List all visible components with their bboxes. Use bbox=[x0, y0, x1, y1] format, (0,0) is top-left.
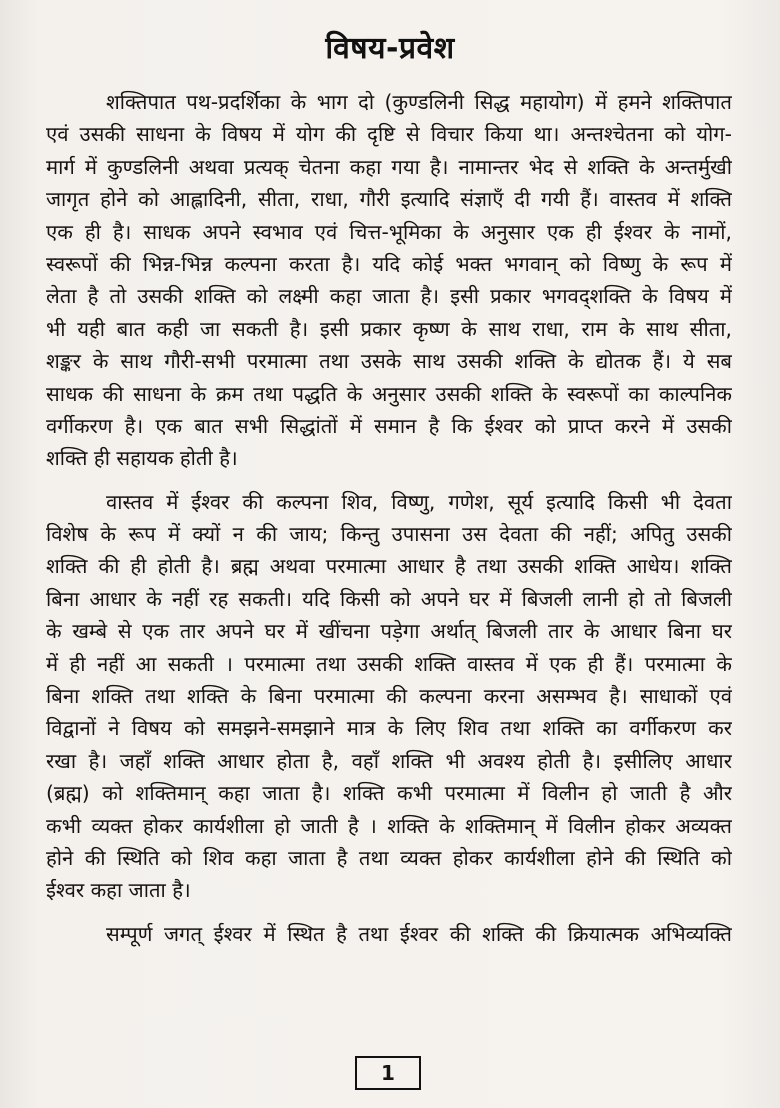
text-line: भी यही बात कही जा सकती है। इसी प्रकार कृष्ण के साथ राधा, राम के साथ सीता, bbox=[46, 316, 732, 341]
text-line: शक्ति ही सहायक होती है। bbox=[46, 446, 238, 471]
text-line: एवं उसकी साधना के विषय में योग की दृष्टि से विचार किया था। अन्तश्चेतना को योग- bbox=[46, 122, 732, 147]
text-line: ईश्वर कहा जाता है। bbox=[46, 878, 191, 903]
text-line: के खम्बे से एक तार अपने घर में खींचना पड़ेगा अर्थात् बिजली तार के आधार बिना घर bbox=[46, 619, 732, 644]
text-line: शक्तिपात पथ-प्रदर्शिका के भाग दो (कुण्डलिनी सिद्ध महायोग) में हमने शक्तिपात bbox=[106, 90, 732, 114]
text-line: रखा है। जहाँ शक्ति आधार होता है, वहाँ शक्ति भी अवश्य होती है। इसीलिए आधार bbox=[46, 748, 732, 773]
paragraph-3 bbox=[46, 918, 732, 950]
paragraph-2 bbox=[46, 486, 732, 907]
text-line: साधक की साधना के क्रम तथा पद्धति के अनुसार उसकी शक्ति के स्वरूपों का काल्पनिक bbox=[46, 381, 732, 406]
text-line: शङ्कर के साथ गौरी-सभी परमात्मा तथा उसके साथ उसकी शक्ति के द्योतक हैं। ये सब bbox=[46, 349, 732, 374]
text-line: स्वरूपों की भिन्न-भिन्न कल्पना करता है। यदि कोई भक्त भगवान् को विष्णु के रूप में bbox=[46, 251, 732, 276]
text-line: विद्वानों ने विषय को समझने-समझाने मात्र के लिए शिव तथा शक्ति का वर्गीकरण कर bbox=[46, 716, 732, 741]
text-line: वर्गीकरण है। एक बात सभी सिद्धांतों में समान है कि ईश्वर को प्राप्त करने में उसकी bbox=[46, 413, 732, 438]
body-text bbox=[46, 86, 732, 950]
page-number: 1 bbox=[355, 1056, 421, 1090]
page-title: विषय-प्रवेश bbox=[325, 31, 455, 66]
text-line: बिना आधार के नहीं रह सकती। यदि किसी को अपने घर में बिजली लानी हो तो बिजली bbox=[46, 586, 732, 611]
text-line: सम्पूर्ण जगत् ईश्वर में स्थित है तथा ईश्वर की शक्ति की क्रियात्मक अभिव्यक्ति bbox=[106, 921, 732, 946]
text-line: में ही नहीं आ सकती । परमात्मा तथा उसकी शक्ति वास्तव में एक ही हैं। परमात्मा के bbox=[46, 651, 732, 676]
text-line: शक्ति की ही होती है। ब्रह्म अथवा परमात्मा आधार है तथा उसकी शक्ति आधेय। शक्ति bbox=[46, 554, 732, 579]
text-line: विशेष के रूप में क्यों न की जाय; किन्तु उपासना उस देवता की नहीं; अपितु उसकी bbox=[46, 522, 732, 547]
text-line: कभी व्यक्त होकर कार्यशीला हो जाती है । शक्ति के शक्तिमान् में विलीन होकर अव्यक्त bbox=[46, 813, 732, 838]
text-line: बिना शक्ति तथा शक्ति के बिना परमात्मा की कल्पना करना असम्भव है। साधाकों एवं bbox=[46, 684, 732, 709]
text-line: जागृत होने को आह्लादिनी, सीता, राधा, गौरी इत्यादि संज्ञाएँ दी गयी हैं। वास्तव में शक्ति bbox=[46, 187, 732, 212]
text-line: एक ही है। साधक अपने स्वभाव एवं चित्त-भूमिका के अनुसार एक ही ईश्वर के नामों, bbox=[46, 219, 732, 244]
text-line: वास्तव में ईश्वर की कल्पना शिव, विष्णु, गणेश, सूर्य इत्यादि किसी भी देवता bbox=[106, 489, 732, 514]
text-line: होने की स्थिति को शिव कहा जाता है तथा व्यक्त होकर कार्यशीला होने की स्थिति को bbox=[46, 845, 732, 870]
text-line: (ब्रह्म) को शक्तिमान् कहा जाता है। शक्ति कभी परमात्मा में विलीन हो जाती है और bbox=[46, 781, 732, 806]
paragraph-1 bbox=[46, 86, 732, 475]
text-line: मार्ग में कुण्डलिनी अथवा प्रत्यक् चेतना कहा गया है। नामान्तर भेद से शक्ति के अन्तर्मुखी bbox=[46, 154, 732, 179]
text-line: लेता है तो उसकी शक्ति को लक्ष्मी कहा जाता है। इसी प्रकार भगवद्शक्ति के विषय में bbox=[46, 284, 732, 309]
